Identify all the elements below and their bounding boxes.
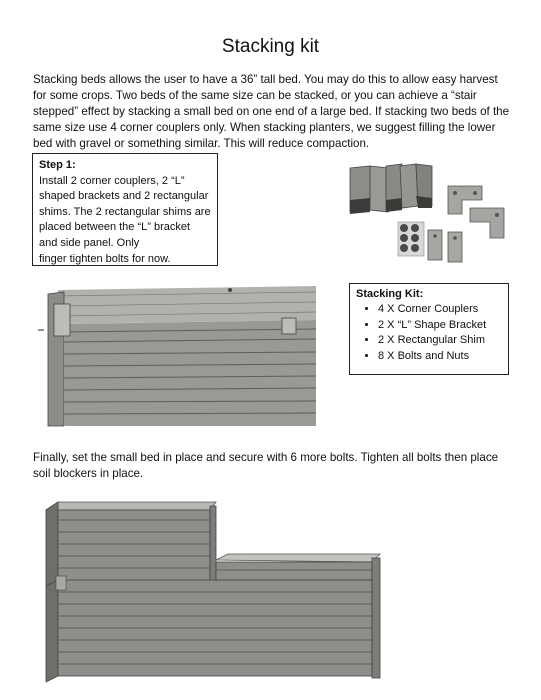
l-brackets-illustration (448, 186, 504, 238)
stacking-kit-box (349, 283, 509, 375)
page-title: Stacking kit (221, 36, 320, 57)
intro-paragraph: Stacking beds allows the user to have a 36” tall bed. You may do this to allow easy harvest for some crops. Two beds of the same size can be stacked, or you can achieve a “stair stepped” effect by stacking a small bed on one end of a large bed. If stacking two beds of the same size use 4 corner couplers only. When stacking planters, we suggest filling the lower bed with gravel or something similar. This will reduce compaction. (33, 73, 510, 150)
step-1-line: and side panel. Only (39, 236, 140, 249)
bolts-and-nuts-illustration (398, 222, 424, 256)
kit-item: • 8 X Bolts and Nuts (378, 349, 502, 365)
stacking-kit-heading: Stacking Kit: (356, 288, 424, 300)
kit-item: • 2 X Rectangular Shim (378, 333, 502, 349)
kit-item: • 4 X Corner Couplers (378, 302, 502, 318)
kit-hardware-image (340, 160, 510, 270)
step-1-heading: Step 1: (39, 159, 76, 171)
step-1-bed-illustration (34, 280, 316, 430)
step-1-line: shaped brackets and 2 rectangular (39, 190, 209, 203)
small-upper-bed (46, 502, 216, 588)
stacked-bed-back-panel (58, 286, 316, 324)
step-1-line: Install 2 corner couplers, 2 “L” (39, 174, 185, 187)
rectangular-shims-illustration (428, 230, 462, 262)
step-1-line: placed between the “L” bracket (39, 221, 191, 234)
kit-item: • 2 X “L” Shape Bracket (378, 318, 502, 334)
stacking-kit-list (356, 302, 502, 364)
final-step-paragraph: Finally, set the small bed in place and secure with 6 more bolts. Tighten all bolts then place soil blockers in place. (33, 451, 499, 480)
step-1-box (32, 153, 218, 266)
stacked-beds-illustration (40, 500, 382, 685)
corner-couplers-illustration (350, 164, 432, 214)
step-1-line: shims. The 2 rectangular shims are (39, 205, 211, 218)
step-1-line: finger tighten bolts for now. (39, 252, 171, 265)
